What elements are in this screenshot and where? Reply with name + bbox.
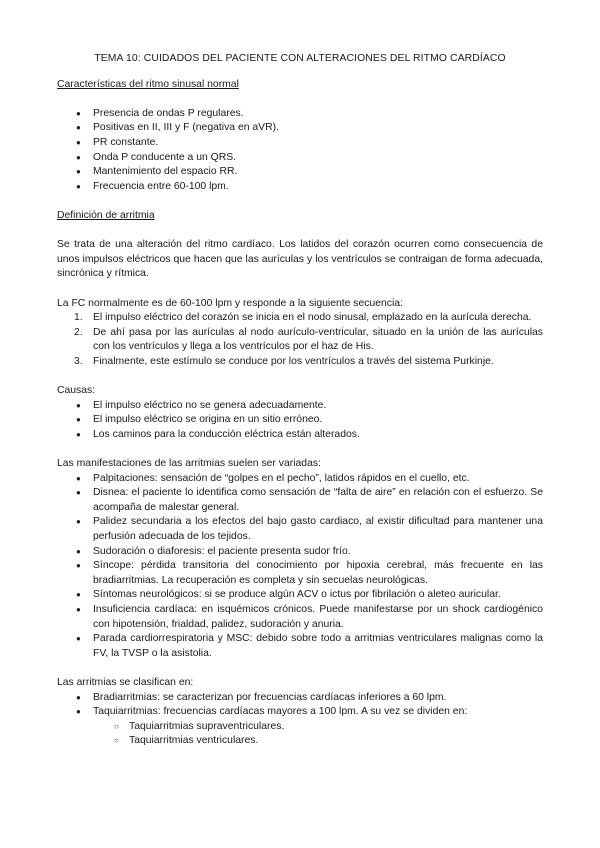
list-item: ○ Taquiarritmias ventriculares. [57, 734, 543, 749]
bullet-icon: ● [76, 152, 81, 162]
circle-bullet-icon: ○ [114, 736, 119, 746]
bullet-icon: ● [76, 692, 81, 702]
list-item: 2. De ahí pasa por las aurículas al nodo aurículo-ventricular, situado en la unión de las aurículas con los ventrículos y llega a los ventrículos por el haz de His. [74, 326, 543, 353]
bullet-icon: ● [76, 429, 81, 439]
sequence-list [57, 311, 543, 369]
bullet-icon: ● [76, 707, 81, 717]
bullet-icon: ● [76, 123, 81, 133]
bullet-icon: ● [76, 415, 81, 425]
list-item: ● Onda P conducente a un QRS. [57, 151, 543, 166]
bullet-icon: ● [76, 108, 81, 118]
causes-label: Causas: [57, 385, 96, 397]
ritmo-sinusal-list [57, 107, 543, 195]
fc-intro: La FC normalmente es de 60-100 lpm y responde a la siguiente secuencia: [57, 297, 403, 309]
bullet-icon: ● [76, 473, 81, 483]
bullet-icon: ● [76, 181, 81, 191]
list-item: ● Frecuencia entre 60-100 lpm. [57, 180, 543, 195]
page-title: TEMA 10: CUIDADOS DEL PACIENTE CON ALTERACIONES DEL RITMO CARDÍACO [94, 53, 506, 64]
definition-paragraph: Se trata de una alteración del ritmo cardíaco. Los latidos del corazón ocurren como consecuencia de unos impulsos eléctricos que hacen que las aurículas y los ventrículos se contraigan de forma adecuada, sincrónica y rítmica. [57, 239, 543, 280]
list-item: ● Presencia de ondas P regulares. [57, 107, 543, 122]
classification-list [57, 691, 543, 749]
list-item: ● Taquiarritmias: frecuencias cardíacas mayores a 100 lpm. A su vez se dividen en: ○ Taquiarritmias supraventriculares. ○ Taquiarritmias ventriculares. [57, 705, 543, 749]
list-item: ● Síncope: pérdida transitoria del conocimiento por hipoxia cerebral, más frecuente en las bradiarritmias. La recuperación es completa y sin secuelas neurológicas. [76, 560, 543, 586]
manifestations-intro: Las manifestaciones de las arritmias suelen ser variadas: [57, 458, 321, 470]
tachy-sublist [93, 720, 543, 749]
manifestations-list [57, 472, 543, 662]
list-item: ● Positivas en II, III y F (negativa en aVR). [57, 121, 543, 136]
list-item: 3. Finalmente, este estímulo se conduce por los ventrículos a través del sistema Purkinje. [74, 355, 494, 367]
list-item: ● Palidez secundaria a los efectos del bajo gasto cardiaco, al existir dificultad para mantener una perfusión adecuada de los tejidos. [76, 516, 543, 542]
causes-list [57, 399, 543, 443]
list-item: ● Los caminos para la conducción eléctrica están alterados. [57, 428, 543, 443]
list-item: 1. El impulso eléctrico del corazón se inicia en el nodo sinusal, emplazado en la aurícula derecha. [74, 312, 532, 324]
circle-bullet-icon: ○ [114, 721, 119, 731]
list-item: ● El impulso eléctrico se origina en un sitio erróneo. [57, 413, 543, 428]
section-heading-ritmo-sinusal: Características del ritmo sinusal normal [57, 78, 239, 90]
bullet-icon: ● [76, 590, 81, 600]
list-item: ● Palpitaciones: sensación de “golpes en el pecho”, latidos rápidos en el cuello, etc. [57, 472, 543, 487]
bullet-icon: ● [76, 400, 81, 410]
bullet-icon: ● [76, 517, 81, 527]
bullet-icon: ● [76, 488, 81, 498]
list-item: ○ Taquiarritmias supraventriculares. [57, 720, 543, 735]
bullet-icon: ● [76, 137, 81, 147]
list-item: ● Sudoración o diaforesis: el paciente presenta sudor frío. [57, 545, 543, 560]
bullet-icon: ● [76, 561, 81, 571]
list-item: ● Parada cardiorrespiratoria y MSC: debido sobre todo a arritmias ventriculares malignas como la FV, la TVSP o la asistolia. [76, 633, 543, 659]
list-item: ● Insuficiencia cardíaca: en isquémicos crónicos. Puede manifestarse por un shock cardiogénico con hipotensión, frialdad, palidez, sudoración y anuria. [76, 603, 543, 630]
list-item: ● Disnea: el paciente lo identifica como sensación de “falta de aire” en relación con el esfuerzo. Se acompaña de malestar general. [76, 487, 543, 513]
list-item: ● PR constante. [57, 136, 543, 151]
classification-intro: Las arritmias se clasifican en: [57, 676, 194, 688]
list-item: ● Síntomas neurológicos: si se produce algún ACV o ictus por fibrilación o aleteo auricular. [57, 588, 543, 603]
list-item: ● Bradiarritmias: se caracterizan por frecuencias cardíacas inferiores a 60 lpm. [57, 691, 543, 706]
section-heading-arritmia: Definición de arritmia [57, 209, 155, 221]
bullet-icon: ● [76, 604, 81, 614]
list-item: ● El impulso eléctrico no se genera adecuadamente. [57, 399, 543, 414]
bullet-icon: ● [76, 546, 81, 556]
bullet-icon: ● [76, 634, 81, 644]
bullet-icon: ● [76, 167, 81, 177]
list-item: ● Mantenimiento del espacio RR. [57, 165, 543, 180]
